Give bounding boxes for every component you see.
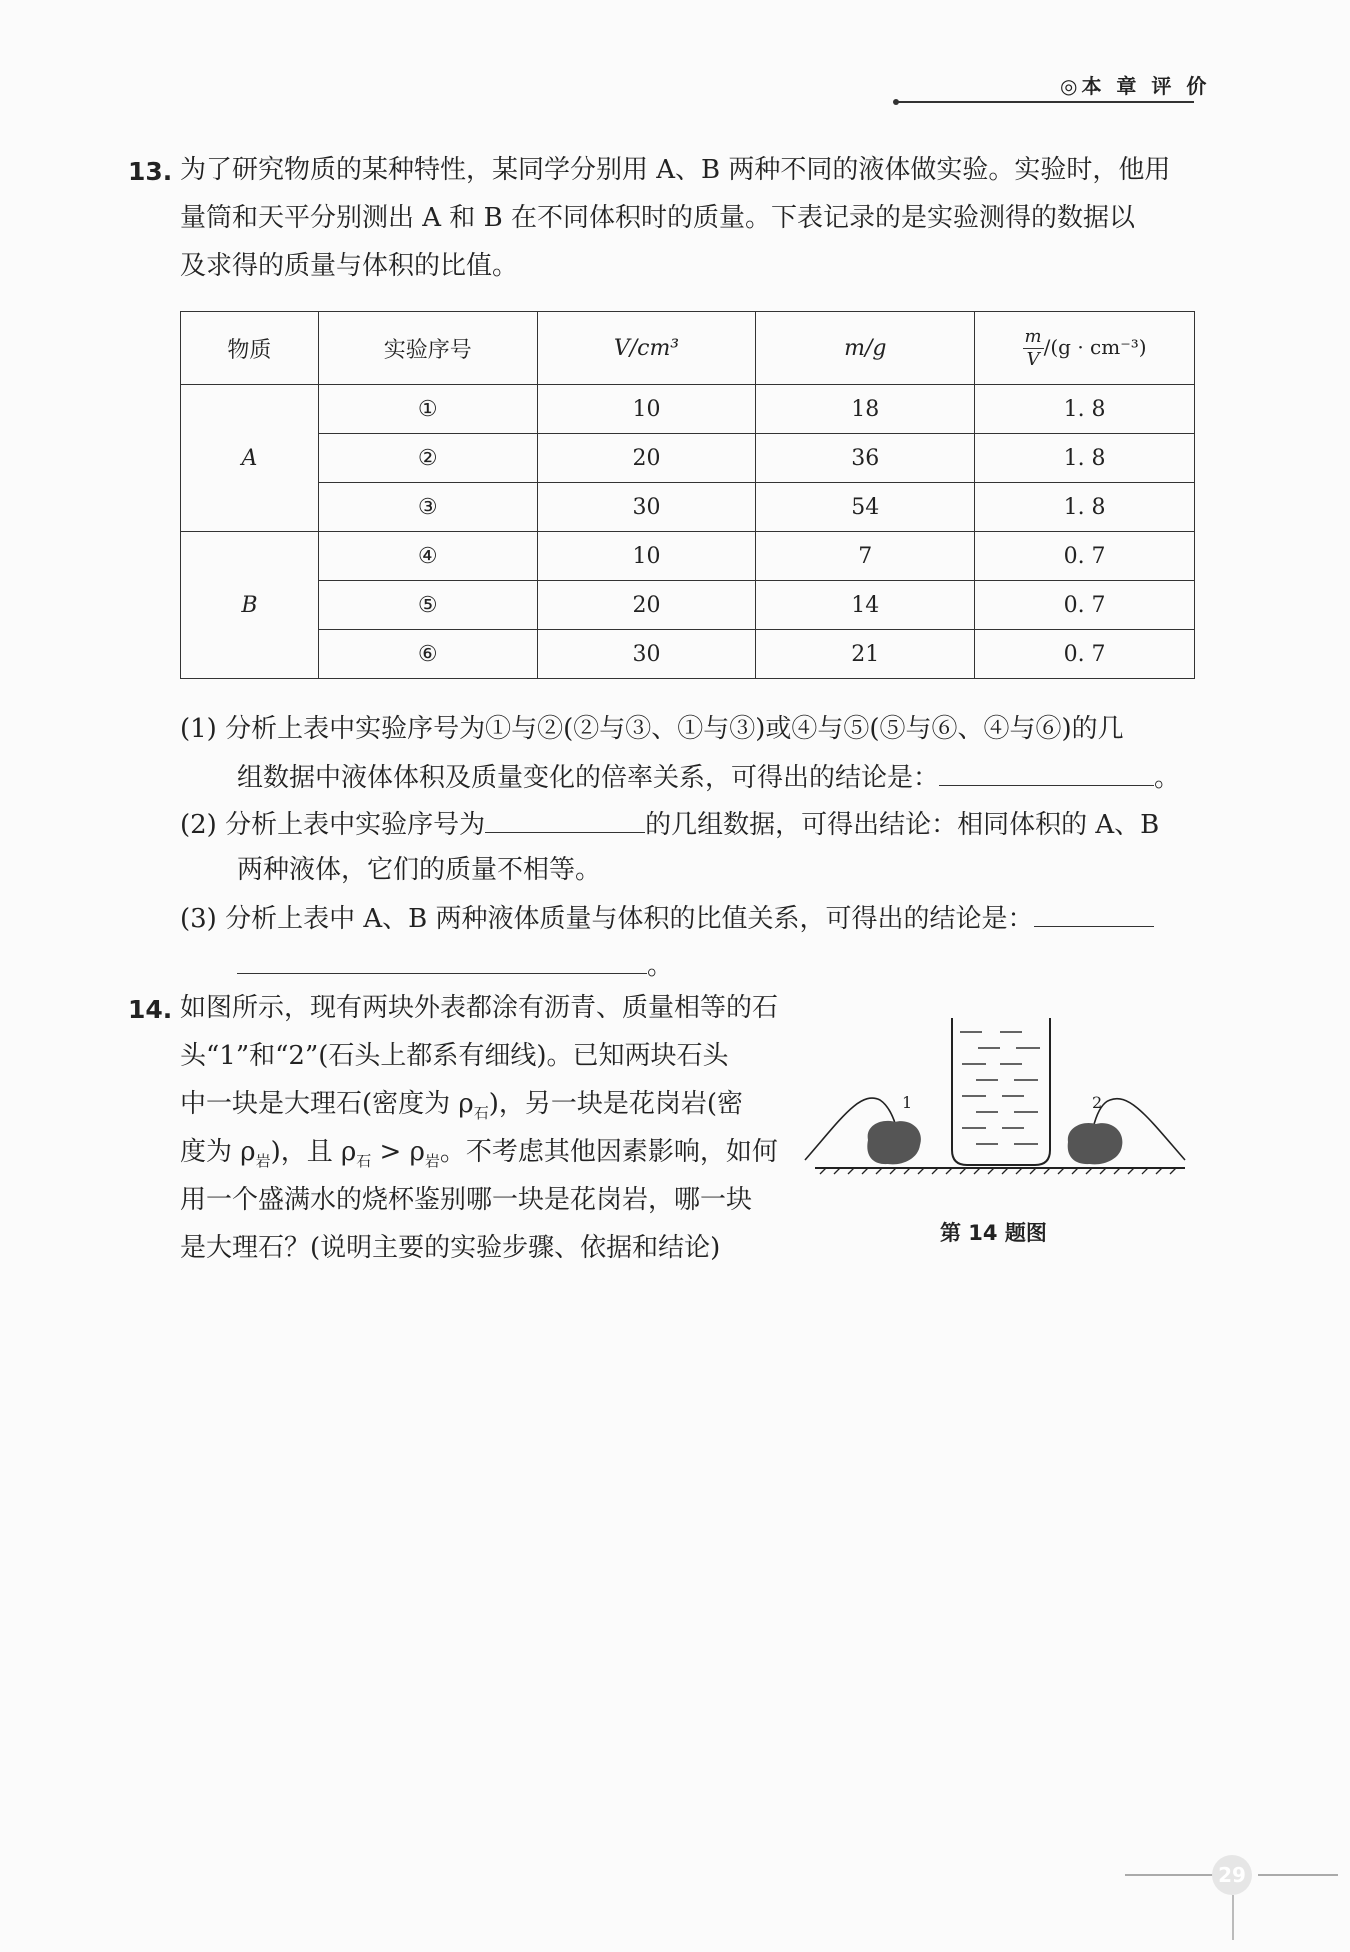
label-1: 1 <box>902 1093 913 1112</box>
mass-cell: 36 <box>756 434 975 483</box>
q13-sub2-text-a: (2) 分析上表中实验序号为 <box>180 810 486 840</box>
mass-cell: 7 <box>756 532 975 581</box>
mass-cell: 54 <box>756 483 975 532</box>
q13-sub2-line2: 两种液体，它们的质量不相等。 <box>237 855 602 885</box>
data-table <box>180 311 1195 679</box>
ratio-cell: 0. 7 <box>975 581 1195 630</box>
mass-cell: 18 <box>756 385 975 434</box>
volume-cell: 30 <box>537 630 756 679</box>
volume-cell: 20 <box>537 434 756 483</box>
q13-sub2-line1 <box>180 810 1159 838</box>
table-row <box>181 630 1195 679</box>
answer-blank-3b[interactable] <box>237 951 647 974</box>
q14-line4-sub3: 岩 <box>424 1152 440 1171</box>
answer-blank-2[interactable] <box>485 810 645 833</box>
q14-line-6: 是大理石？(说明主要的实验步骤、依据和结论) <box>180 1233 721 1263</box>
beaker <box>952 1018 1050 1165</box>
seq-cell: ⑤ <box>318 581 537 630</box>
ratio-cell: 0. 7 <box>975 630 1195 679</box>
q13-sub3-text: (3) 分析上表中 A、B 两种液体质量与体积的比值关系，可得出的结论是： <box>180 904 1034 934</box>
q14-line-2: 头“1”和“2”(石头上都系有细线)。已知两块石头 <box>180 1041 729 1071</box>
seq-cell: ① <box>318 385 537 434</box>
seq-cell: ④ <box>318 532 537 581</box>
rock-1 <box>867 1121 921 1164</box>
ratio-cell: 1. 8 <box>975 434 1195 483</box>
substance-b: B <box>181 532 319 679</box>
q13-sub3-line1 <box>180 904 1154 932</box>
volume-cell: 10 <box>537 385 756 434</box>
q14-line3-sub: 石 <box>473 1104 489 1123</box>
figure-q14 <box>800 1000 1190 1190</box>
section-header: ◎本 章 评 价 <box>1060 74 1211 98</box>
header-seq: 实验序号 <box>318 312 537 385</box>
ratio-cell: 1. 8 <box>975 483 1195 532</box>
header-mass: m/g <box>756 312 975 385</box>
seq-cell: ② <box>318 434 537 483</box>
figure-caption: 第 14 题图 <box>940 1221 1047 1245</box>
volume-cell: 20 <box>537 581 756 630</box>
water-lines <box>960 1032 1040 1144</box>
ratio-cell: 0. 7 <box>975 532 1195 581</box>
ratio-cell: 1. 8 <box>975 385 1195 434</box>
question-14-number: 14. <box>128 995 173 1024</box>
q14-line4-a: 度为 ρ <box>180 1137 256 1167</box>
q14-line3-b: )，另一块是花岗岩(密 <box>488 1089 744 1119</box>
header-substance: 物质 <box>181 312 319 385</box>
q14-line-3 <box>180 1091 743 1121</box>
table-row <box>181 434 1195 483</box>
page-number: 29 <box>1212 1855 1252 1895</box>
substance-a: A <box>181 385 319 532</box>
ratio-numerator: m <box>1024 325 1042 347</box>
volume-cell: 10 <box>537 532 756 581</box>
q14-line4-c: > ρ <box>371 1137 425 1167</box>
answer-blank-3a[interactable] <box>1034 904 1154 927</box>
q13-sub1-period: 。 <box>1154 763 1181 793</box>
q14-line3-a: 中一块是大理石(密度为 ρ <box>180 1089 474 1119</box>
question-13-number: 13. <box>128 157 173 186</box>
page-line-left <box>1125 1874 1215 1876</box>
table-row <box>181 483 1195 532</box>
ratio-unit: /(g · cm⁻³) <box>1043 335 1147 359</box>
q13-sub1-line2 <box>237 763 1180 791</box>
mass-cell: 14 <box>756 581 975 630</box>
page-line-right <box>1258 1874 1338 1876</box>
page-tick <box>1232 1895 1234 1940</box>
q14-line4-sub1: 岩 <box>255 1152 271 1171</box>
table-row <box>181 581 1195 630</box>
header-ratio <box>975 312 1195 385</box>
q14-line-5: 用一个盛满水的烧杯鉴别哪一块是花岗岩，哪一块 <box>180 1185 753 1215</box>
q13-line-3: 及求得的质量与体积的比值。 <box>180 251 519 281</box>
q13-line-2: 量筒和天平分别测出 A 和 B 在不同体积时的质量。下表记录的是实验测得的数据以 <box>180 203 1135 233</box>
table-header-row <box>181 312 1195 385</box>
q14-line-4 <box>180 1139 778 1169</box>
header-divider <box>897 101 1194 103</box>
header-volume: V/cm³ <box>537 312 756 385</box>
q13-sub1-text: 组数据中液体体积及质量变化的倍率关系，可得出的结论是： <box>237 763 940 793</box>
table-row <box>181 532 1195 581</box>
q14-line-1: 如图所示，现有两块外表都涂有沥青、质量相等的石 <box>180 993 779 1023</box>
volume-cell: 30 <box>537 483 756 532</box>
label-2: 2 <box>1092 1093 1103 1112</box>
q13-sub3-period: 。 <box>647 951 674 981</box>
answer-blank-1[interactable] <box>939 763 1154 786</box>
q13-sub1-line1: (1) 分析上表中实验序号为①与②(②与③、①与③)或④与⑤(⑤与⑥、④与⑥)的几 <box>180 714 1124 744</box>
seq-cell: ③ <box>318 483 537 532</box>
ratio-denominator: V <box>1026 348 1040 370</box>
q14-line4-b: )，且 ρ <box>270 1137 357 1167</box>
mass-cell: 21 <box>756 630 975 679</box>
ratio-fraction <box>1023 326 1044 370</box>
q13-sub2-text-b: 的几组数据，可得出结论：相同体积的 A、B <box>645 810 1160 840</box>
q14-line4-d: 。不考虑其他因素影响，如何 <box>439 1137 778 1167</box>
seq-cell: ⑥ <box>318 630 537 679</box>
table-row <box>181 385 1195 434</box>
q14-line4-sub2: 石 <box>356 1152 372 1171</box>
q13-sub3-line2 <box>237 951 673 979</box>
q13-line-1: 为了研究物质的某种特性，某同学分别用 A、B 两种不同的液体做实验。实验时，他用 <box>180 155 1171 185</box>
rock-2 <box>1068 1123 1123 1164</box>
